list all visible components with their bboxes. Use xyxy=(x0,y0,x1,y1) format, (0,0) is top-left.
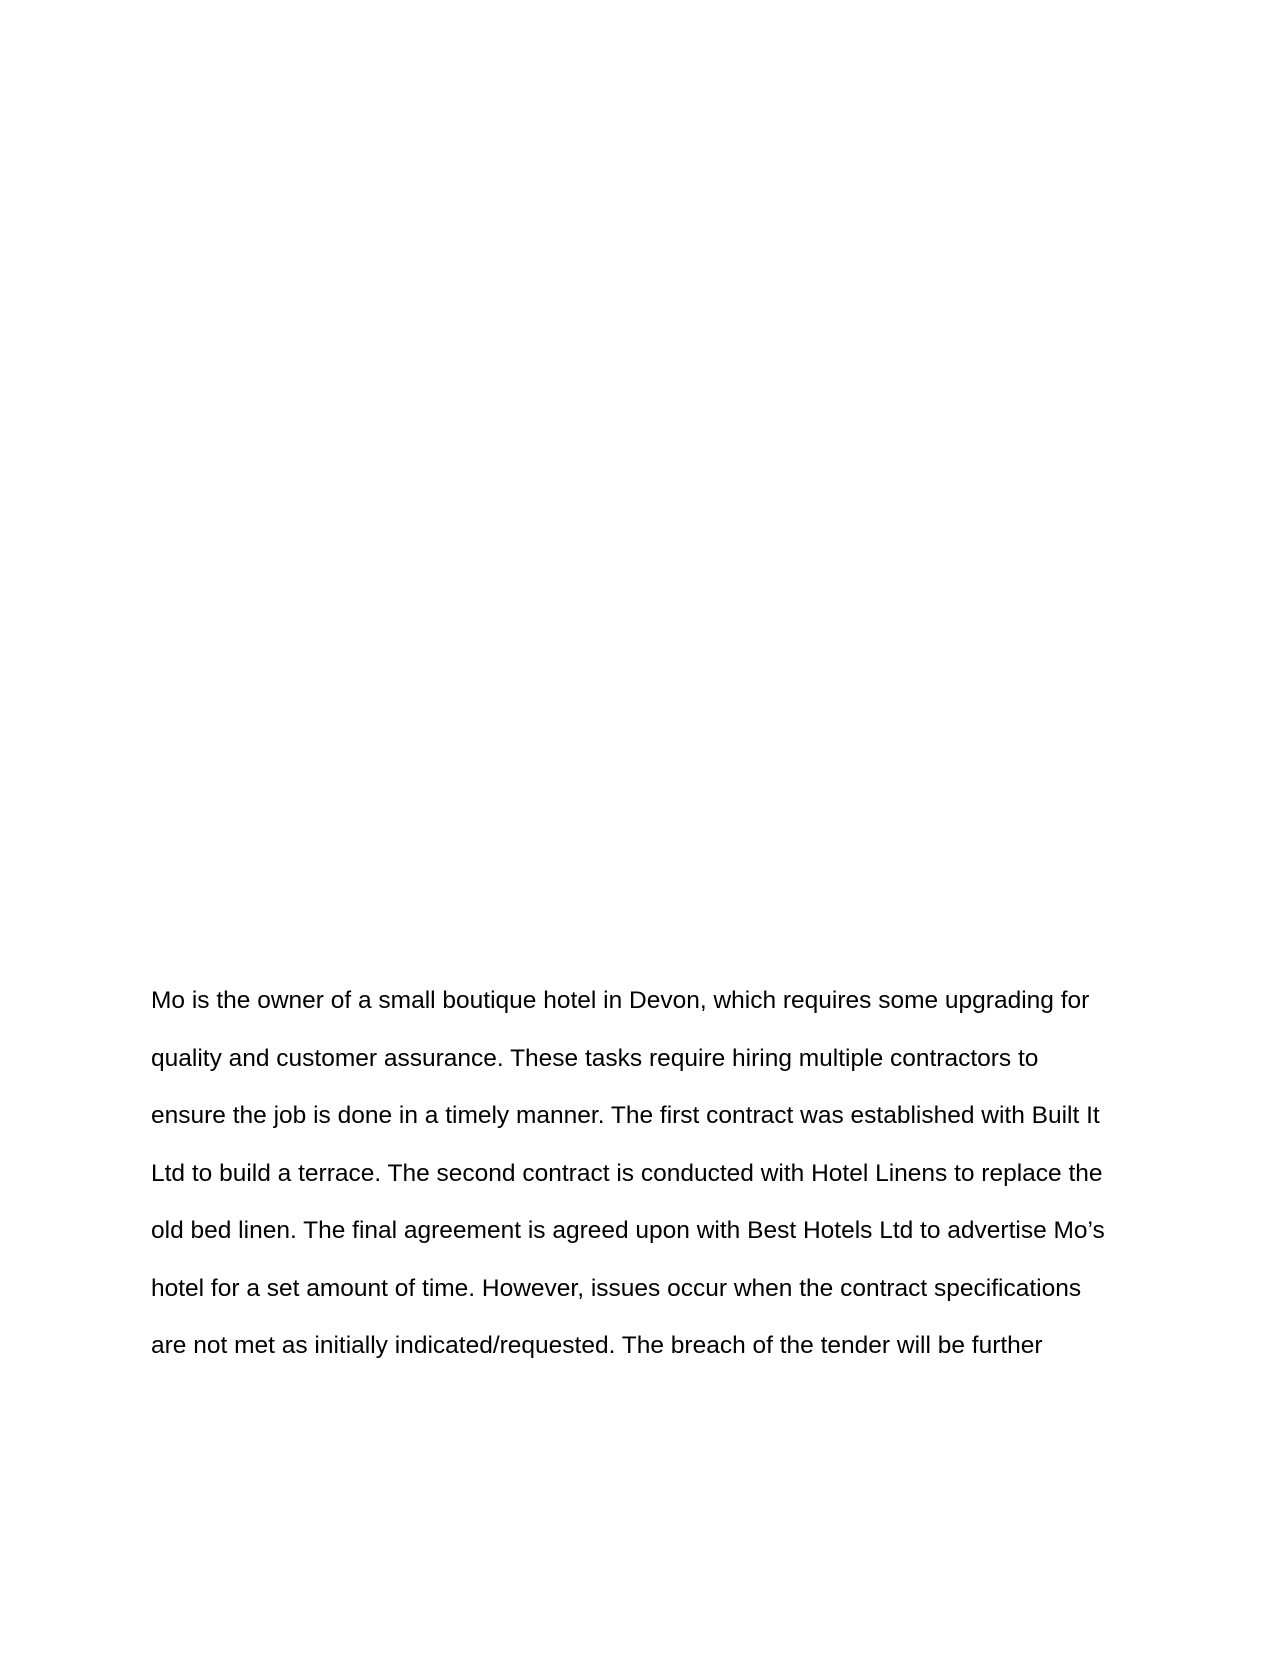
paragraph-line: Ltd to build a terrace. The second contract is conducted with Hotel Linens to replace the xyxy=(151,1159,1103,1187)
paragraph-line: quality and customer assurance. These tasks require hiring multiple contractors to xyxy=(151,1044,1039,1072)
paragraph-line: old bed linen. The final agreement is agreed upon with Best Hotels Ltd to advertise Mo’s xyxy=(151,1217,1105,1244)
paragraph-line: hotel for a set amount of time. However, issues occur when the contract specifications xyxy=(151,1274,1082,1302)
paragraph-line: Mo is the owner of a small boutique hotel in Devon, which requires some upgrading for xyxy=(151,987,1090,1014)
paragraph-line: are not met as initially indicated/requested. The breach of the tender will be further xyxy=(151,1332,1043,1359)
body-paragraph xyxy=(151,983,1141,1386)
paragraph-line: ensure the job is done in a timely manner. The first contract was established with Built It xyxy=(151,1102,1100,1129)
